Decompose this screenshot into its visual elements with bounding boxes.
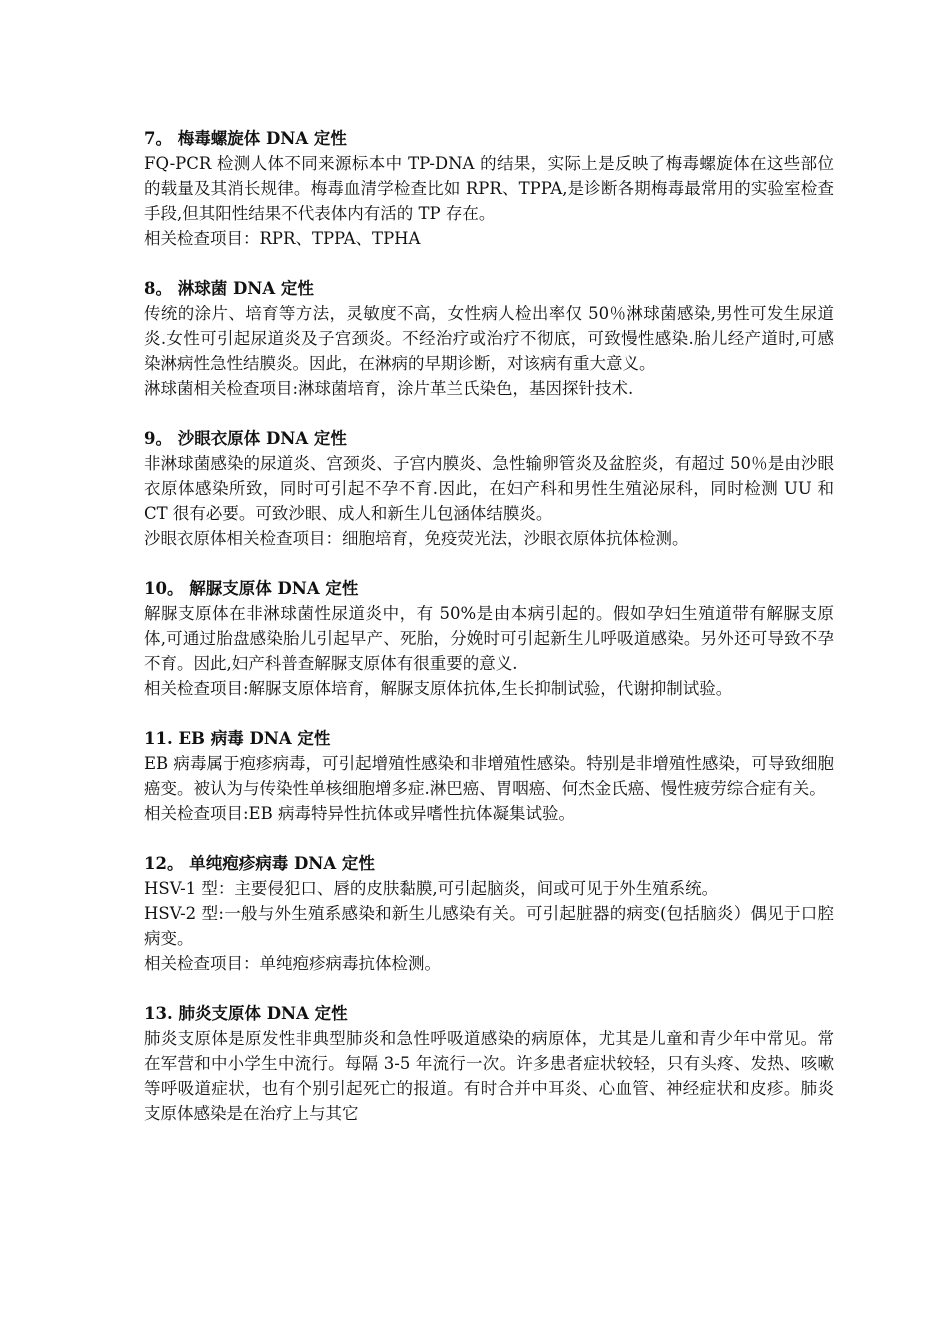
related-tests: 沙眼衣原体相关检查项目：细胞培育，免疫荧光法，沙眼衣原体抗体检测。 bbox=[144, 529, 689, 548]
section-gonorrhea bbox=[144, 276, 834, 401]
section-paragraph: HSV-2 型:一般与外生殖系感染和新生儿感染有关。可引起脏器的病变(包括脑炎）偶见于口腔病变。 bbox=[144, 904, 834, 948]
section-heading: 13. 肺炎支原体 DNA 定性 bbox=[144, 1004, 348, 1023]
section-heading: 12。 单纯疱疹病毒 DNA 定性 bbox=[144, 854, 375, 873]
section-paragraph: 肺炎支原体是原发性非典型肺炎和急性呼吸道感染的病原体，尤其是儿童和青少年中常见。常在军营和中小学生中流行。每隔 3-5 年流行一次。许多患者症状较轻，只有头疼、发热、咳嗽等呼吸道症状，也有个别引起死亡的报道。有时合并中耳炎、心血管、神经症状和皮疹。肺炎支原体感染是在治疗上与其它 bbox=[144, 1029, 834, 1123]
related-tests: 相关检查项目:解脲支原体培育，解脲支原体抗体,生长抑制试验，代谢抑制试验。 bbox=[144, 679, 733, 698]
section-paragraph: 传统的涂片、培育等方法，灵敏度不高，女性病人检出率仅 50％淋球菌感染,男性可发生尿道炎.女性可引起尿道炎及子宫颈炎。不经治疗或治疗不彻底，可致慢性感染.胎儿经产道时,可感染淋病性急性结膜炎。因此，在淋病的早期诊断，对该病有重大意义。 bbox=[144, 304, 834, 373]
section-mycoplasma-pneumoniae bbox=[144, 1001, 834, 1126]
section-heading: 10。 解脲支原体 DNA 定性 bbox=[144, 579, 359, 598]
section-heading: 8。 淋球菌 DNA 定性 bbox=[144, 279, 314, 298]
related-tests: 淋球菌相关检查项目:淋球菌培育，涂片革兰氏染色，基因探针技术. bbox=[144, 379, 634, 398]
related-tests: 相关检查项目:EB 病毒特异性抗体或异嗜性抗体凝集试验。 bbox=[144, 804, 575, 823]
section-heading: 11. EB 病毒 DNA 定性 bbox=[144, 729, 331, 748]
section-syphilis bbox=[144, 126, 834, 251]
section-paragraph: EB 病毒属于疱疹病毒，可引起增殖性感染和非增殖性感染。特别是非增殖性感染，可导致细胞癌变。被认为与传染性单核细胞增多症.淋巴癌、胃咽癌、何杰金氏癌、慢性疲劳综合症有关。 bbox=[144, 754, 834, 798]
section-heading: 9。 沙眼衣原体 DNA 定性 bbox=[144, 429, 347, 448]
section-paragraph: HSV-1 型：主要侵犯口、唇的皮肤黏膜,可引起脑炎，间或可见于外生殖系统。 bbox=[144, 879, 719, 898]
section-herpes-simplex bbox=[144, 851, 834, 976]
related-tests: 相关检查项目：单纯疱疹病毒抗体检测。 bbox=[144, 954, 441, 973]
section-chlamydia bbox=[144, 426, 834, 551]
section-paragraph: FQ-PCR 检测人体不同来源标本中 TP-DNA 的结果，实际上是反映了梅毒螺旋体在这些部位的载量及其消长规律。梅毒血清学检查比如 RPR、TPPA,是诊断各期梅毒最常用的实验室检查手段,但其阳性结果不代表体内有活的 TP 存在。 bbox=[144, 154, 834, 223]
section-paragraph: 非淋球菌感染的尿道炎、宫颈炎、子宫内膜炎、急性输卵管炎及盆腔炎，有超过 50％是由沙眼衣原体感染所致，同时可引起不孕不育.因此，在妇产科和男性生殖泌尿科，同时检测 UU 和 CT 很有必要。可致沙眼、成人和新生儿包涵体结膜炎。 bbox=[144, 454, 834, 523]
section-paragraph: 解脲支原体在非淋球菌性尿道炎中，有 50%是由本病引起的。假如孕妇生殖道带有解脲支原体,可通过胎盘感染胎儿引起早产、死胎，分娩时可引起新生儿呼吸道感染。另外还可导致不孕不育。因此,妇产科普查解脲支原体有很重要的意义. bbox=[144, 604, 834, 673]
document-page bbox=[144, 126, 834, 1151]
section-heading: 7。 梅毒螺旋体 DNA 定性 bbox=[144, 129, 347, 148]
section-eb-virus bbox=[144, 726, 834, 826]
related-tests: 相关检查项目：RPR、TPPA、TPHA bbox=[144, 229, 421, 248]
section-ureaplasma bbox=[144, 576, 834, 701]
